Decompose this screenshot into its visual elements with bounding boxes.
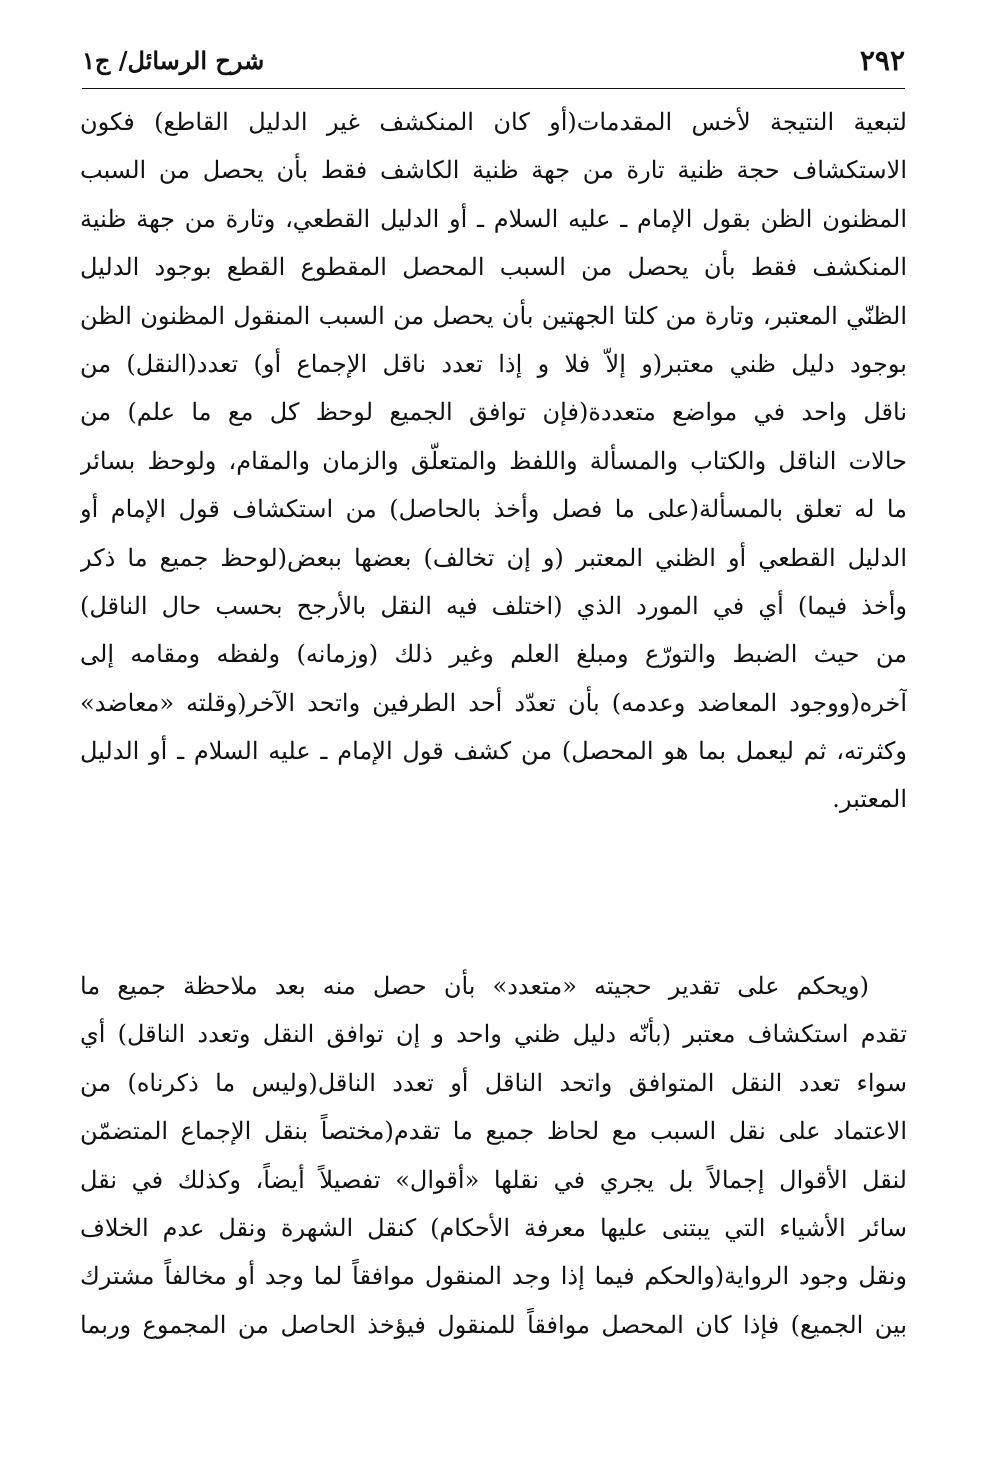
text-line: تقدم استكشاف معتبر (بأنّه دليل ظني واحد و إن توافق النقل وتعدد الناقل) أي bbox=[80, 1020, 907, 1049]
header-divider bbox=[82, 88, 905, 89]
text-line: حالات الناقل والكتاب والمسألة واللفظ والمتعلّق والزمان والمقام، ولوحظ بسائر bbox=[80, 446, 907, 475]
text-line: (ويحكم على تقدير حجيته «متعدد» بأن حصل منه بعد ملاحظة جميع ما bbox=[80, 972, 869, 1000]
text-line: المنكشف فقط بأن يحصل من السبب المحصل المقطوع القطع بوجود الدليل bbox=[80, 253, 907, 282]
text-line: الاستكشاف حجة ظنية تارة من جهة ظنية الكاشف فقط بأن يحصل من السبب bbox=[80, 156, 907, 185]
text-line: المعتبر. bbox=[832, 785, 907, 814]
running-title: شرح الرسائل/ ج١ bbox=[82, 46, 265, 75]
page-header bbox=[82, 42, 905, 82]
text-line: آخره(ووجود المعاضد وعدمه) بأن تعدّد أحد الطرفين واتحد الآخر(وقلته «معاضد» bbox=[80, 688, 907, 717]
text-line: لتبعية النتيجة لأخس المقدمات(أو كان المنكشف غير الدليل القاطع) فكون bbox=[80, 108, 907, 136]
text-line: من حيث الضبط والتورّع ومبلغ العلم وغير ذلك (وزمانه) ولفظه ومقامه إلى bbox=[80, 640, 907, 669]
paragraph-1 bbox=[80, 98, 907, 824]
text-line: ونقل وجود الرواية(والحكم فيما إذا وجد المنقول موافقاً لما وجد أو مخالفاً مشترك bbox=[80, 1262, 907, 1291]
paragraph-2 bbox=[80, 962, 907, 1349]
page-number: ٢٩٢ bbox=[859, 44, 905, 77]
text-line: سواء تعدد النقل المتوافق واتحد الناقل أو تعدد الناقل(وليس ما ذكرناه) من bbox=[80, 1068, 907, 1097]
text-line: المظنون الظن بقول الإمام ـ عليه السلام ـ أو الدليل القطعي، وتارة من جهة ظنية bbox=[80, 204, 907, 233]
text-line: وكثرته، ثم ليعمل بما هو المحصل) من كشف قول الإمام ـ عليه السلام ـ أو الدليل bbox=[80, 737, 907, 766]
text-line: الاعتماد على نقل السبب مع لحاظ جميع ما تقدم(مختصاً بنقل الإجماع المتضمّن bbox=[80, 1117, 907, 1146]
text-line: بين الجميع) فإذا كان المحصل موافقاً للمنقول فيؤخذ الحاصل من المجموع وربما bbox=[80, 1310, 907, 1339]
text-line: وأخذ فيما) أي في المورد الذي (اختلف فيه النقل بالأرجح بحسب حال الناقل) bbox=[80, 591, 907, 620]
text-line: لنقل الأقوال إجمالاً بل يجري في نقلها «أقوال» تفصيلاً أيضاً، وكذلك في نقل bbox=[80, 1165, 907, 1194]
text-line: سائر الأشياء التي يبتنى عليها معرفة الأحكام) كنقل الشهرة ونقل عدم الخلاف bbox=[80, 1213, 907, 1242]
text-line: الظنّي المعتبر، وتارة من كلتا الجهتين بأن يحصل من السبب المنقول المظنون الظن bbox=[80, 301, 907, 330]
text-line: ما له تعلق بالمسألة(على ما فصل وأخذ بالحاصل) من استكشاف قول الإمام أو bbox=[80, 495, 907, 524]
text-line: ناقل واحد في مواضع متعددة(فإن توافق الجميع لوحظ كل مع ما علم) من bbox=[80, 398, 907, 427]
text-line: بوجود دليل ظني معتبر(و إلاّ فلا و إذا تعدد ناقل الإجماع أو) تعدد(النقل) من bbox=[80, 349, 907, 378]
text-line: الدليل القطعي أو الظني المعتبر (و إن تخالف) بعضها ببعض(لوحظ جميع ما ذكر bbox=[80, 543, 907, 572]
